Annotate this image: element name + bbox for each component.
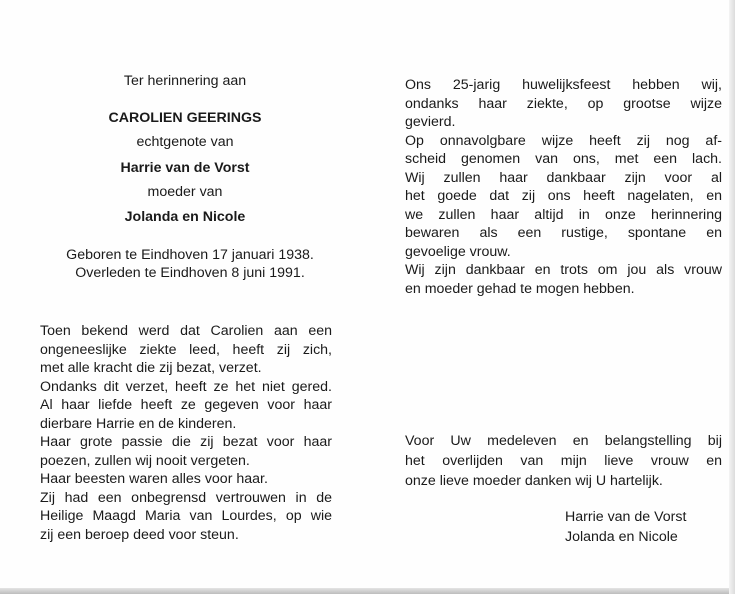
text-line: Wij zijn dankbaar en trots om jou als vrouw [405,262,722,278]
text-line: Haar grote passie die zij bezat voor haar [40,434,332,450]
scan-edge-bottom [0,588,735,594]
text-line: ondanks haar ziekte, op grootse wijze [405,95,722,112]
death-line: Overleden te Eindhoven 8 juni 1991. [75,265,305,281]
text-line: Heilige Maagd Maria van Lourdes, op wie [40,508,332,524]
signature-line: Harrie van de Vorst [565,509,687,525]
text-line: Al haar liefde heeft ze gegeven voor haar [40,397,332,413]
mother-label: moeder van [147,184,223,200]
text-line: het overlijden van mijn lieve vrouw en [405,453,722,469]
text-line: ongeneeslijke ziekte leed, heeft zij zich, [40,341,332,358]
spouse-label: echtgenote van [136,134,234,150]
intro-text: Ter herinnering aan [123,73,247,89]
text-line: met alle kracht die zij bezat, verzet. [40,360,262,376]
text-line: Haar beesten waren alles voor haar. [40,471,268,487]
text-line: scheid genomen van ons, met een lach. [405,151,722,167]
text-line: onze lieve moeder danken wij U hartelijk. [405,473,663,489]
text-line: gevierd. [405,114,456,130]
text-line: we zullen haar altijd in onze herinnering [405,206,722,223]
signature-line: Jolanda en Nicole [565,529,678,545]
birth-line: Geboren te Eindhoven 17 januari 1938. [66,247,314,263]
text-line: poezen, zullen wij nooit vergeten. [40,452,250,469]
children-names: Jolanda en Nicole [124,209,246,225]
text-line: Voor Uw medeleven en belangstelling bij [405,433,722,449]
deceased-name: CAROLIEN GEERINGS [108,110,262,126]
scan-edge-right [729,0,735,594]
text-line: Op onnavolgbare wijze heeft zij nog af- [405,132,722,149]
text-line: gevoelige vrouw. [405,243,511,260]
text-line: Toen bekend werd dat Carolien aan een [40,323,332,339]
text-line: Wij zullen haar dankbaar zijn voor al [405,169,722,186]
text-line: zij een beroep deed voor steun. [40,526,239,543]
spouse-name: Harrie van de Vorst [120,160,250,176]
text-line: bewaren als een rustige, spontane en [405,225,722,241]
text-line: Zij had een onbegrensd vertrouwen in de [40,489,332,506]
text-line: Ons 25-jarig huwelijksfeest hebben wij, [405,77,722,93]
text-line: Ondanks dit verzet, heeft ze het niet gered. [40,378,332,395]
text-line: en moeder gehad te mogen hebben. [405,280,635,297]
text-line: dierbare Harrie en de kinderen. [40,415,237,432]
text-line: het goede dat zij ons heeft nagelaten, en [405,188,722,204]
